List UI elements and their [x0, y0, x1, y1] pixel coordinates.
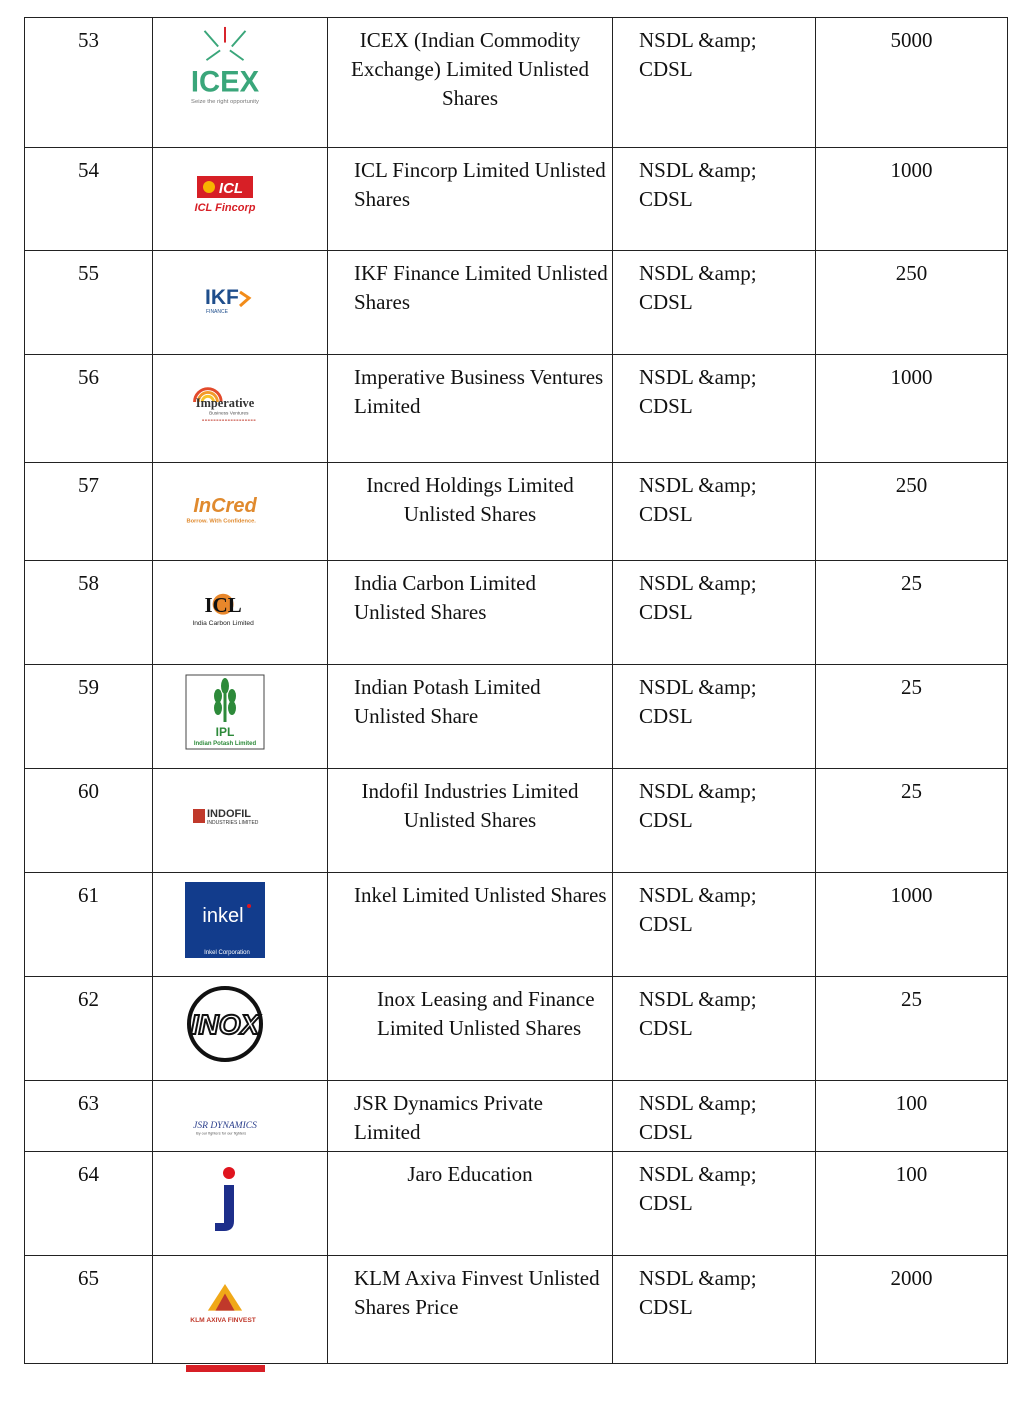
- company-name: [328, 463, 613, 561]
- table-row: [25, 1256, 1008, 1364]
- company-name-text: KLM Axiva Finvest Unlisted Shares Price: [354, 1266, 600, 1319]
- table-row: [25, 1152, 1008, 1256]
- inkel-logo: [185, 881, 265, 959]
- depository: NSDL &amp; CDSL: [613, 665, 816, 769]
- jsr-dynamics-logo-icon: [185, 1113, 265, 1143]
- serial-number: 61: [25, 873, 153, 977]
- company-name-text: IKF Finance Limited Unlisted Shares: [354, 261, 608, 314]
- indofil-logo-icon: [185, 803, 265, 829]
- svg-text:Indian Potash Limited: Indian Potash Limited: [193, 741, 257, 747]
- lot-size: 250: [816, 251, 1008, 355]
- indofil-logo: [185, 777, 265, 855]
- company-logo-cell: [153, 1081, 328, 1152]
- table-row: [25, 561, 1008, 665]
- company-name: [328, 665, 613, 769]
- table-row: [25, 665, 1008, 769]
- company-name-text: Incred Holdings Limited Unlisted Shares: [366, 473, 574, 526]
- klm-axiva-logo-icon: [185, 1275, 265, 1331]
- inkel-logo-icon: [185, 882, 265, 958]
- table-row: [25, 977, 1008, 1081]
- lot-size: 250: [816, 463, 1008, 561]
- company-logo-cell: [153, 561, 328, 665]
- company-logo-cell: [153, 665, 328, 769]
- serial-number: 58: [25, 561, 153, 665]
- red-footer-mark: [186, 1365, 265, 1372]
- company-name: [328, 977, 613, 1081]
- ikf-finance-logo: [185, 259, 265, 337]
- company-name: [328, 873, 613, 977]
- company-name-text: Indofil Industries Limited Unlisted Shares: [361, 779, 579, 832]
- lot-size: 25: [816, 665, 1008, 769]
- serial-number: 54: [25, 148, 153, 251]
- svg-text:INOX: INOX: [190, 1009, 260, 1040]
- company-name-text: Inkel Limited Unlisted Shares: [354, 883, 607, 907]
- shares-table: [24, 17, 1008, 1364]
- svg-text:IKF: IKF: [205, 286, 239, 309]
- serial-number: 53: [25, 18, 153, 148]
- lot-size: 100: [816, 1081, 1008, 1152]
- company-logo-cell: [153, 1152, 328, 1256]
- lot-size: 25: [816, 977, 1008, 1081]
- company-name-text: Jaro Education: [407, 1162, 533, 1186]
- company-name-text: Indian Potash Limited Unlisted Share: [354, 675, 541, 728]
- imperative-logo: [185, 363, 265, 441]
- company-name-text: India Carbon Limited Unlisted Shares: [354, 571, 536, 624]
- imperative-logo-icon: [185, 378, 265, 426]
- lot-size: 1000: [816, 873, 1008, 977]
- depository: NSDL &amp; CDSL: [613, 18, 816, 148]
- india-carbon-logo: [185, 569, 265, 647]
- table-row: [25, 873, 1008, 977]
- klm-axiva-logo: [185, 1264, 265, 1342]
- company-name: [328, 148, 613, 251]
- company-logo-cell: [153, 1256, 328, 1364]
- company-logo-cell: [153, 977, 328, 1081]
- icl-fincorp-logo: [185, 156, 265, 234]
- company-logo-cell: [153, 769, 328, 873]
- svg-text:INDOFIL: INDOFIL: [207, 808, 251, 820]
- inox-logo: [185, 985, 265, 1063]
- svg-text:KLM AXIVA FINVEST: KLM AXIVA FINVEST: [190, 1317, 256, 1325]
- icex-logo-icon: [185, 20, 265, 110]
- lot-size: 5000: [816, 18, 1008, 148]
- company-name: [328, 1152, 613, 1256]
- depository: NSDL &amp; CDSL: [613, 463, 816, 561]
- serial-number: 62: [25, 977, 153, 1081]
- serial-number: 56: [25, 355, 153, 463]
- company-logo-cell: [153, 873, 328, 977]
- jaro-education-logo: [185, 1160, 265, 1238]
- svg-text:IPL: IPL: [215, 725, 235, 739]
- company-logo-cell: [153, 18, 328, 148]
- table-row: [25, 769, 1008, 873]
- lot-size: 100: [816, 1152, 1008, 1256]
- lot-size: 1000: [816, 355, 1008, 463]
- svg-text:Seize the right opportunity: Seize the right opportunity: [191, 99, 259, 106]
- company-name: [328, 18, 613, 148]
- indian-potash-logo: [185, 673, 265, 751]
- serial-number: 64: [25, 1152, 153, 1256]
- svg-text:INDUSTRIES LIMITED: INDUSTRIES LIMITED: [207, 820, 259, 826]
- indian-potash-logo-icon: [185, 674, 265, 750]
- depository: NSDL &amp; CDSL: [613, 1256, 816, 1364]
- svg-text:Imperative: Imperative: [195, 395, 255, 410]
- incred-logo: [185, 471, 265, 549]
- company-logo-cell: [153, 355, 328, 463]
- depository: NSDL &amp; CDSL: [613, 977, 816, 1081]
- svg-text:inkel: inkel: [202, 905, 244, 927]
- company-name: [328, 355, 613, 463]
- svg-text:Business Ventures: Business Ventures: [209, 411, 249, 417]
- lot-size: 2000: [816, 1256, 1008, 1364]
- table-row: [25, 18, 1008, 148]
- svg-text:ICL Fincorp: ICL Fincorp: [194, 202, 256, 214]
- ikf-logo-icon: [185, 278, 265, 318]
- svg-text:FINANCE: FINANCE: [206, 309, 228, 315]
- table-row: [25, 251, 1008, 355]
- depository: NSDL &amp; CDSL: [613, 873, 816, 977]
- company-name: [328, 1256, 613, 1364]
- icex-logo: [185, 26, 265, 104]
- depository: NSDL &amp; CDSL: [613, 251, 816, 355]
- jaro-logo-icon: [205, 1163, 245, 1235]
- table-row: [25, 1081, 1008, 1152]
- lot-size: 1000: [816, 148, 1008, 251]
- company-name: [328, 769, 613, 873]
- india-carbon-logo-icon: [185, 586, 265, 630]
- depository: NSDL &amp; CDSL: [613, 1081, 816, 1152]
- depository: NSDL &amp; CDSL: [613, 1152, 816, 1256]
- inox-logo-icon: [185, 984, 265, 1064]
- svg-text:ICL: ICL: [204, 592, 242, 617]
- incred-logo-icon: [185, 492, 265, 528]
- svg-text:ICEX: ICEX: [190, 66, 260, 99]
- company-name: [328, 1081, 613, 1152]
- serial-number: 65: [25, 1256, 153, 1364]
- serial-number: 57: [25, 463, 153, 561]
- company-logo-cell: [153, 148, 328, 251]
- serial-number: 55: [25, 251, 153, 355]
- table-row: [25, 148, 1008, 251]
- table-row: [25, 355, 1008, 463]
- lot-size: 25: [816, 561, 1008, 665]
- serial-number: 59: [25, 665, 153, 769]
- svg-text:Borrow. With Confidence.: Borrow. With Confidence.: [186, 518, 256, 525]
- svg-text:Inkel Corporation: Inkel Corporation: [204, 950, 250, 956]
- company-name: [328, 561, 613, 665]
- serial-number: 63: [25, 1081, 153, 1152]
- company-name-text: JSR Dynamics Private Limited: [354, 1091, 543, 1144]
- company-name-text: ICEX (Indian Commodity Exchange) Limited Unlisted Shares: [351, 28, 589, 110]
- lot-size: 25: [816, 769, 1008, 873]
- company-name: [328, 251, 613, 355]
- svg-text:InCred: InCred: [193, 494, 257, 517]
- depository: NSDL &amp; CDSL: [613, 355, 816, 463]
- company-name-text: ICL Fincorp Limited Unlisted Shares: [354, 158, 606, 211]
- svg-text:ICL: ICL: [218, 180, 244, 197]
- company-name-text: Inox Leasing and Finance Limited Unlisted Shares: [377, 987, 595, 1040]
- svg-text:j: j: [205, 1163, 206, 1164]
- depository: NSDL &amp; CDSL: [613, 561, 816, 665]
- svg-text:By our fighters for our fighte: By our fighters for our fighters: [196, 1131, 247, 1136]
- icl-fincorp-logo-icon: [185, 172, 265, 218]
- company-logo-cell: [153, 463, 328, 561]
- company-name-text: Imperative Business Ventures Limited: [354, 365, 604, 418]
- depository: NSDL &amp; CDSL: [613, 769, 816, 873]
- company-logo-cell: [153, 251, 328, 355]
- depository: NSDL &amp; CDSL: [613, 148, 816, 251]
- svg-text:India Carbon Limited: India Carbon Limited: [192, 620, 254, 628]
- table-row: [25, 463, 1008, 561]
- svg-text:JSR DYNAMICS: JSR DYNAMICS: [193, 1121, 257, 1131]
- serial-number: 60: [25, 769, 153, 873]
